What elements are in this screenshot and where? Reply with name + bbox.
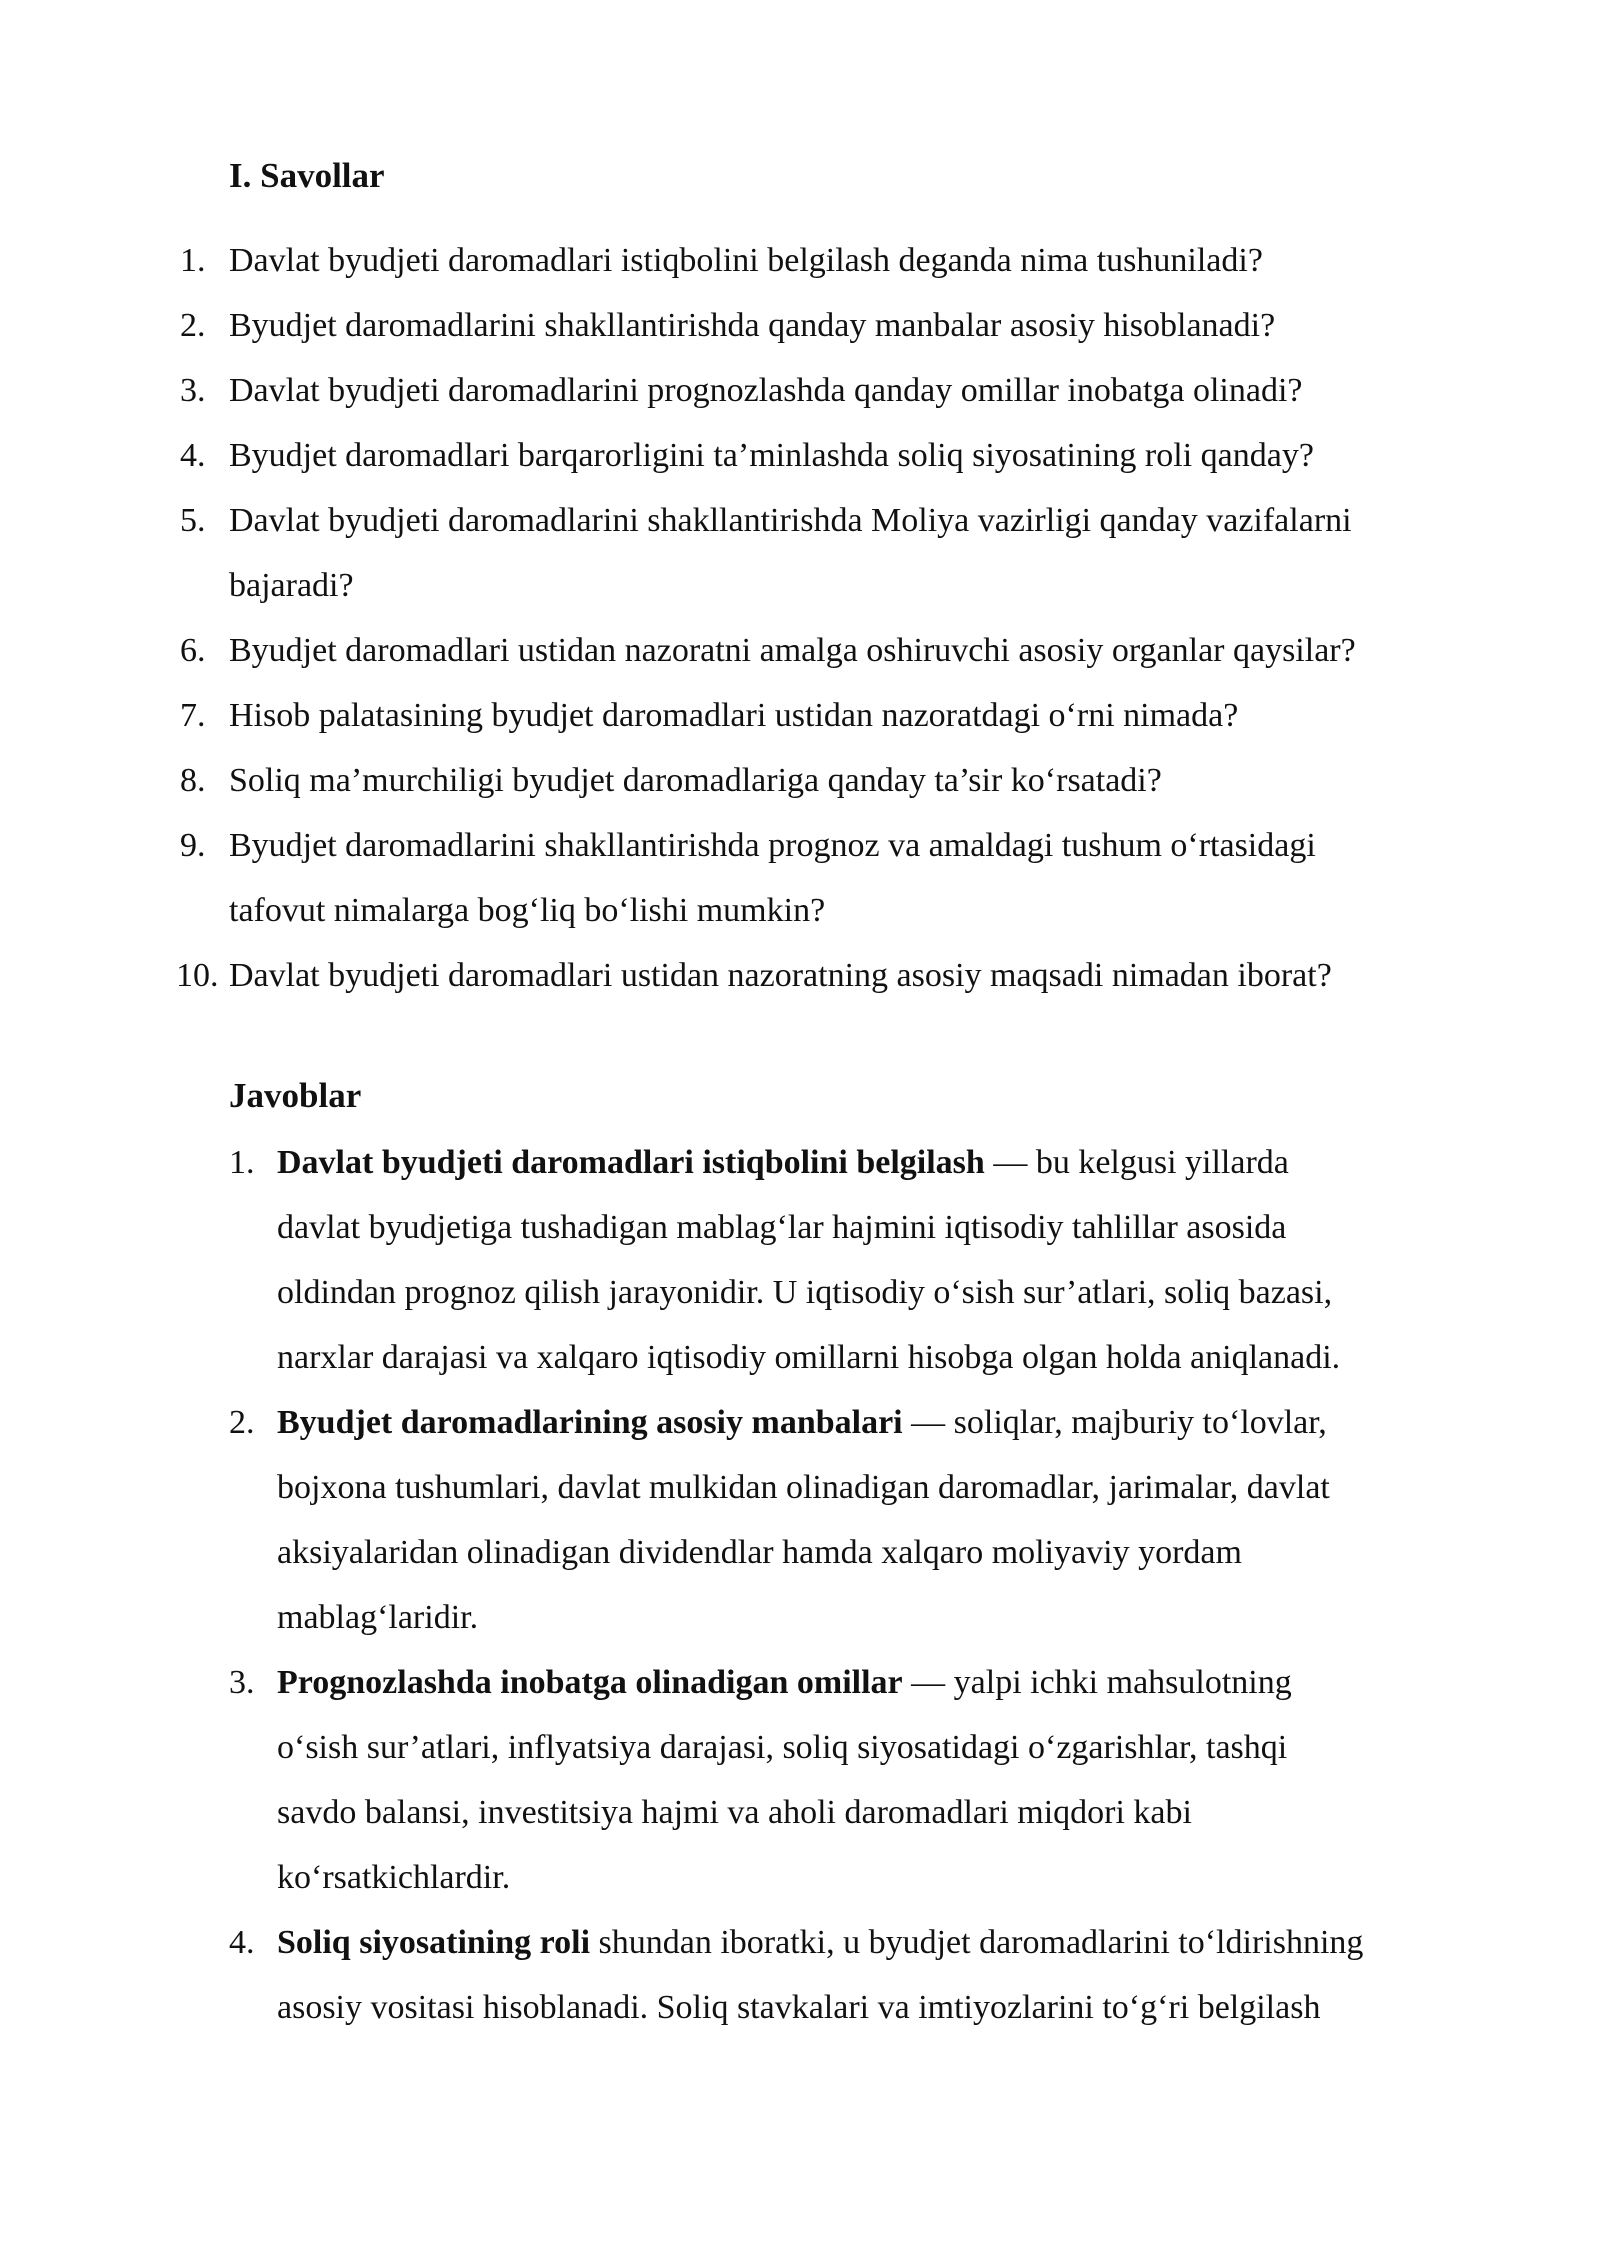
question-number: 1. [180,242,206,279]
question-text-line: Soliq ma’murchiligi byudjet daromadlariga qanday ta’sir ko‘rsatadi? [229,762,1162,799]
answer-item [0,1390,1517,1650]
question-item [0,943,1529,1008]
answer-text: — bu kelgusi yillarda [984,1144,1289,1181]
question-text-line: Davlat byudjeti daromadlari istiqbolini belgilash deganda nima tushuniladi? [229,242,1263,279]
answer-term: Prognozlashda inobatga olinadigan omillar [277,1664,903,1701]
question-item [0,618,1529,683]
question-number: 8. [180,762,206,799]
answer-text-line [277,1130,1517,1195]
answer-text-line: mablag‘laridir. [277,1599,479,1636]
answer-text-line: davlat byudjetiga tushadigan mablag‘lar hajmini iqtisodiy tahlillar asosida [277,1209,1287,1246]
question-item [0,813,1529,943]
answer-item [0,1130,1517,1390]
answer-number: 1. [229,1144,255,1181]
question-number: 5. [180,502,206,539]
answer-text: shundan iboratki, u byudjet daromadlarini to‘ldirishning [590,1924,1364,1961]
questions-list [0,228,1600,1008]
answer-term: Soliq siyosatining roli [277,1924,591,1961]
question-number: 9. [180,827,206,864]
question-text-line: Davlat byudjeti daromadlari ustidan nazoratning asosiy maqsadi nimadan iborat? [229,957,1332,994]
answer-number: 4. [229,1924,255,1961]
question-text-line: Byudjet daromadlari barqarorligini ta’minlashda soliq siyosatining roli qanday? [229,437,1314,474]
question-item [0,748,1529,813]
questions-heading: I. Savollar [229,156,385,195]
answer-text-line: asosiy vositasi hisoblanadi. Soliq stavkalari va imtiyozlarini to‘g‘ri belgilash [277,1989,1321,2026]
question-text-line: Hisob palatasining byudjet daromadlari ustidan nazoratdagi o‘rni nimada? [229,697,1239,734]
question-number: 4. [180,437,206,474]
question-item [0,423,1529,488]
question-text-line: Davlat byudjeti daromadlarini prognozlashda qanday omillar inobatga olinadi? [229,372,1303,409]
answers-list [0,1130,1600,2040]
answer-term: Davlat byudjeti daromadlari istiqbolini belgilash [277,1144,985,1181]
question-number: 2. [180,307,206,344]
answer-text-line: oldindan prognoz qilish jarayonidir. U iqtisodiy o‘sish sur’atlari, soliq bazasi, [277,1274,1333,1311]
question-item [0,228,1529,293]
question-text-line: Byudjet daromadlari ustidan nazoratni amalga oshiruvchi asosiy organlar qaysilar? [229,632,1356,669]
question-number: 7. [180,697,206,734]
question-number: 10. [176,957,219,994]
answer-item [0,1910,1517,2040]
answer-number: 3. [229,1664,255,1701]
question-text-line: Byudjet daromadlarini shakllantirishda prognoz va amaldagi tushum o‘rtasidagi [229,827,1316,864]
question-item [0,293,1529,358]
question-item [0,358,1529,423]
answer-text-line [277,1390,1517,1455]
answer-text-line: ko‘rsatkichlardir. [277,1859,511,1896]
question-text-line: Byudjet daromadlarini shakllantirishda qanday manbalar asosiy hisoblanadi? [229,307,1276,344]
question-number: 6. [180,632,206,669]
answer-text-line: bojxona tushumlari, davlat mulkidan olinadigan daromadlar, jarimalar, davlat [277,1469,1330,1506]
answer-text-line: narxlar darajasi va xalqaro iqtisodiy omillarni hisobga olgan holda aniqlanadi. [277,1339,1341,1376]
answer-text-line [277,1910,1517,1975]
question-number: 3. [180,372,206,409]
answer-number: 2. [229,1404,255,1441]
question-item [0,683,1529,748]
answer-text: — yalpi ichki mahsulotning [902,1664,1292,1701]
question-text-line: tafovut nimalarga bog‘liq bo‘lishi mumkin? [229,892,826,929]
answer-text-line: savdo balansi, investitsiya hajmi va aholi daromadlari miqdori kabi [277,1794,1192,1831]
answer-text-line: o‘sish sur’atlari, inflyatsiya darajasi, soliq siyosatidagi o‘zgarishlar, tashqi [277,1729,1288,1766]
answer-term: Byudjet daromadlarining asosiy manbalari [277,1404,903,1441]
answer-text-line [277,1650,1517,1715]
question-item [0,488,1529,618]
question-text-line: Davlat byudjeti daromadlarini shakllantirishda Moliya vazirligi qanday vazifalarni [229,502,1352,539]
question-text-line: bajaradi? [229,567,354,604]
answers-heading: Javoblar [229,1076,362,1115]
answer-text: — soliqlar, majburiy to‘lovlar, [902,1404,1327,1441]
answer-item [0,1650,1517,1910]
answer-text-line: aksiyalaridan olinadigan dividendlar hamda xalqaro moliyaviy yordam [277,1534,1242,1571]
